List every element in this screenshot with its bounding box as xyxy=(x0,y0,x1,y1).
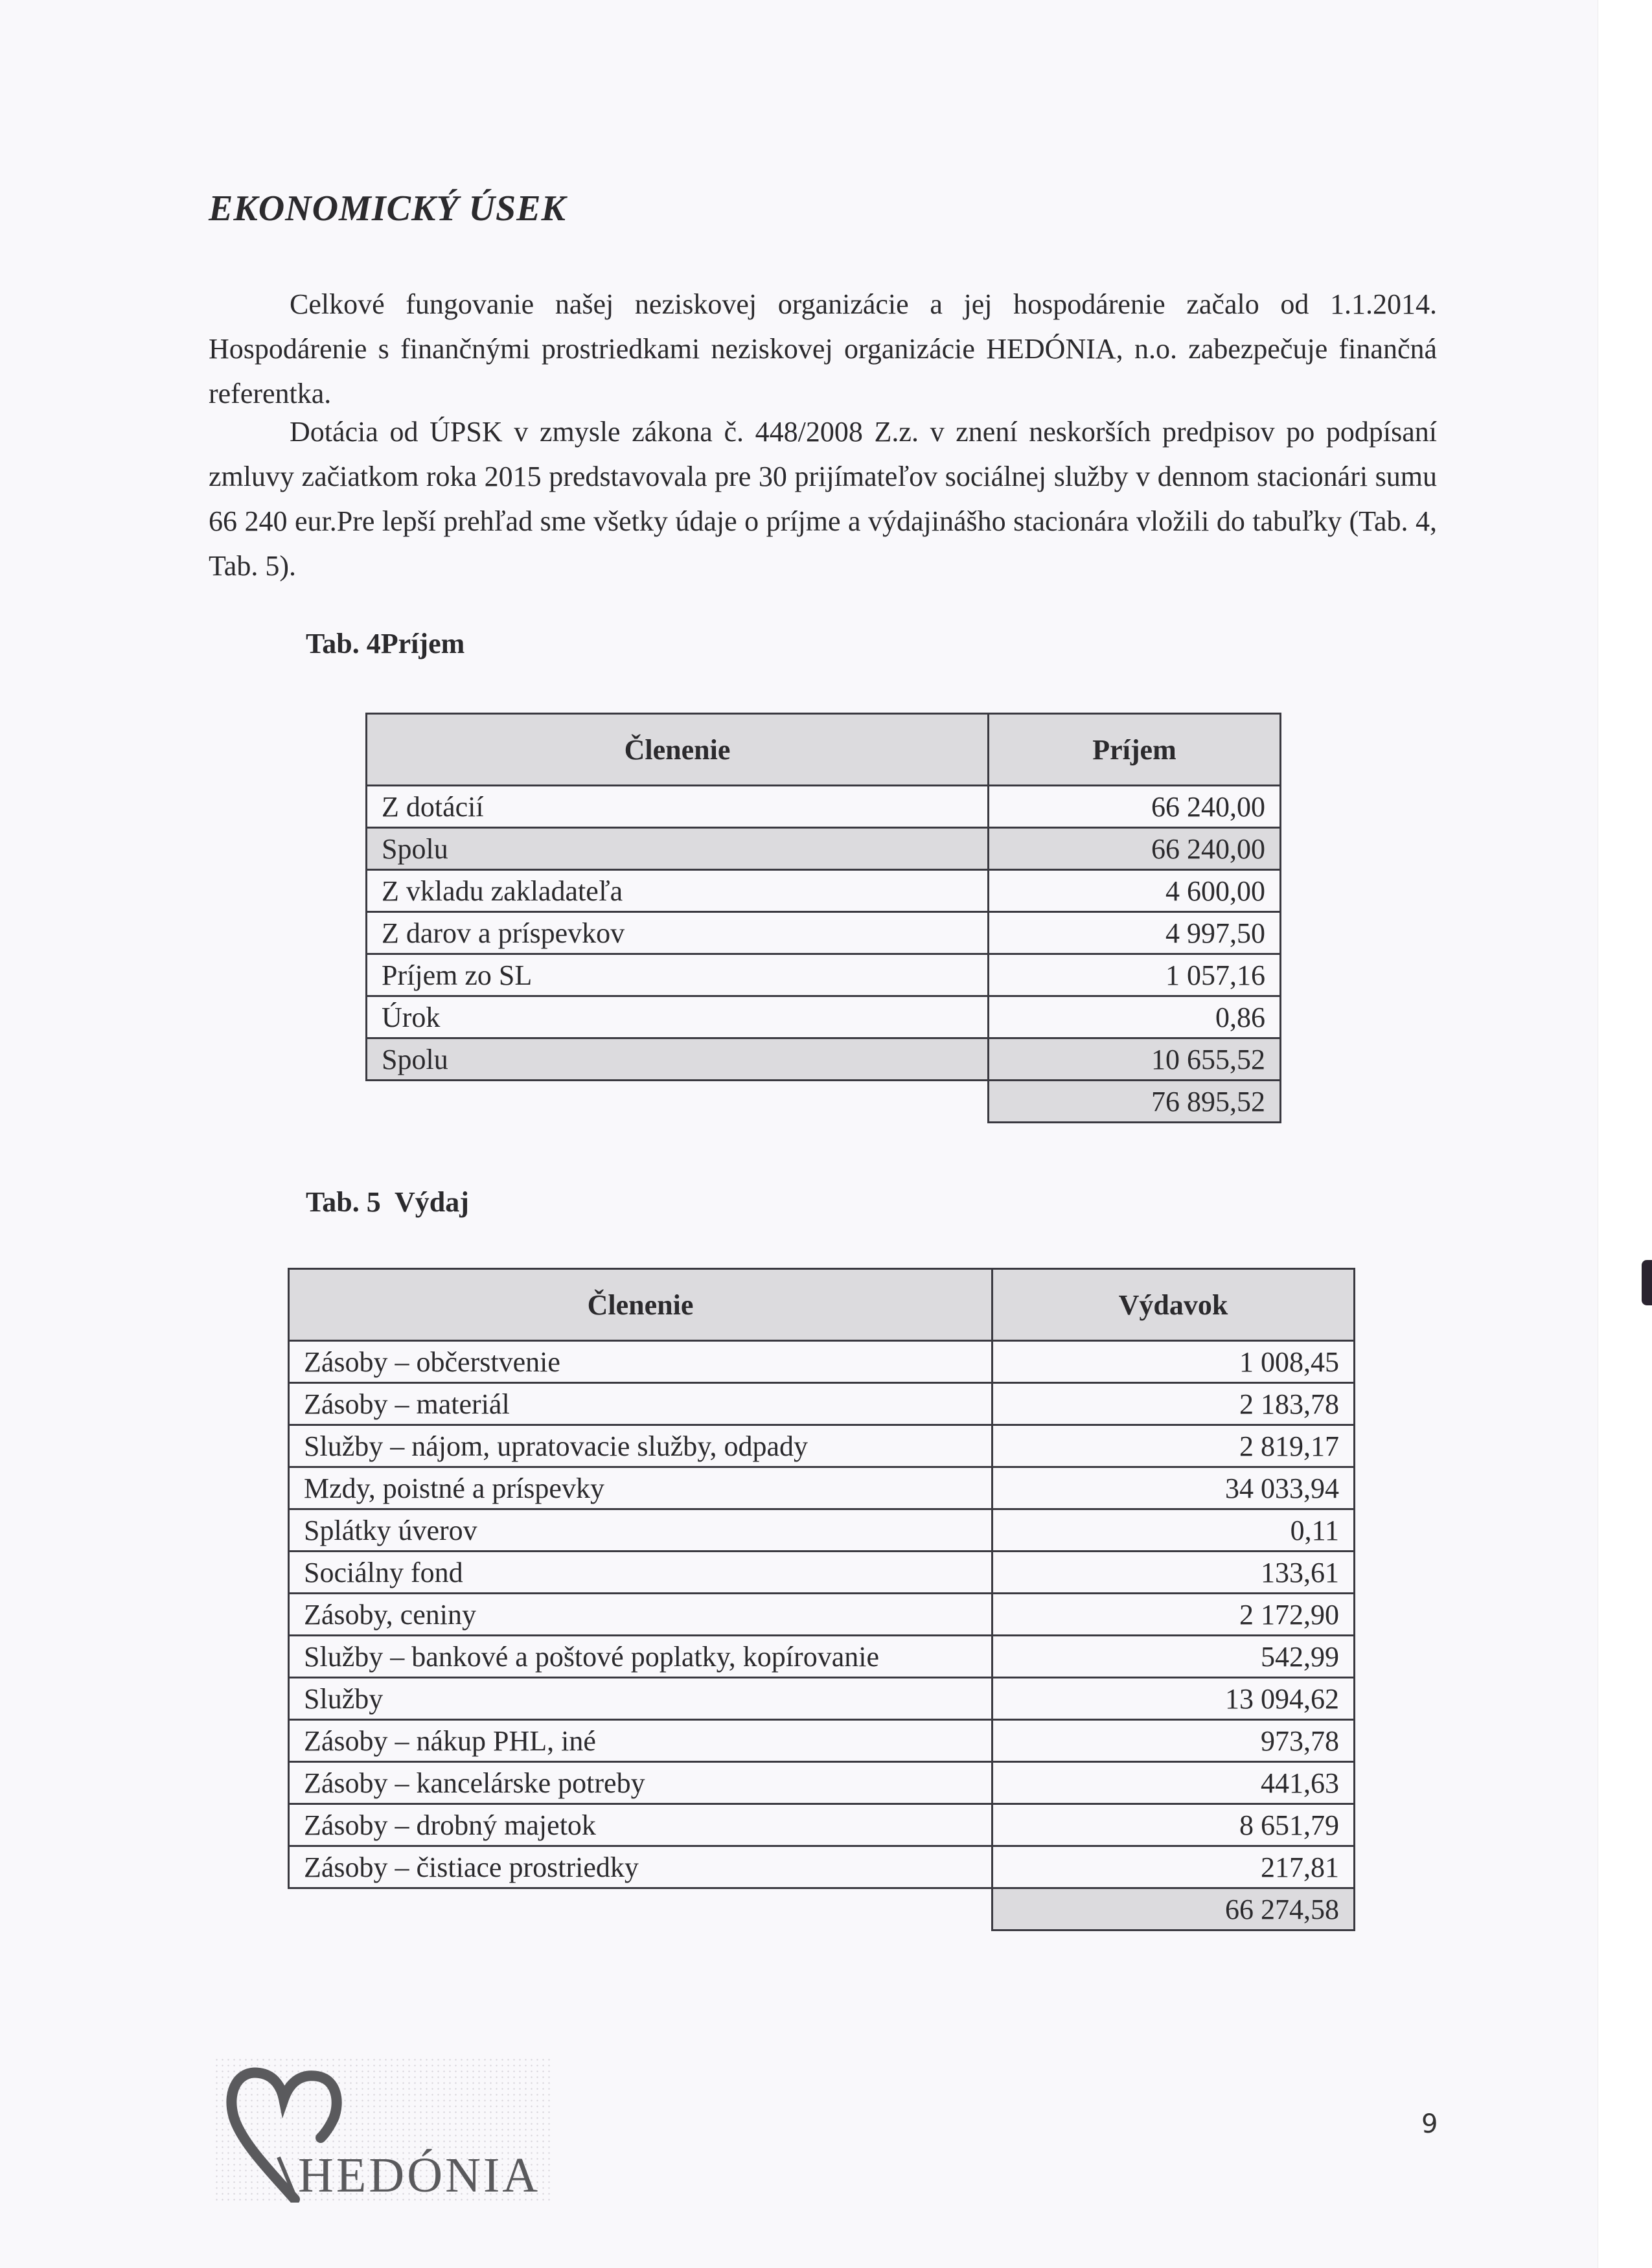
table-row xyxy=(289,1341,1355,1383)
row-value: 542,99 xyxy=(992,1636,1355,1678)
table-row xyxy=(367,954,1281,996)
row-label: Zásoby – materiál xyxy=(289,1383,992,1425)
row-label: Zásoby – drobný majetok xyxy=(289,1804,992,1846)
row-label: Príjem zo SL xyxy=(367,954,989,996)
grand-total: 76 895,52 xyxy=(989,1081,1281,1123)
scan-binding-mark xyxy=(1642,1260,1652,1305)
row-value: 973,78 xyxy=(992,1720,1355,1762)
row-label: Zásoby, ceniny xyxy=(289,1594,992,1636)
section-heading: EKONOMICKÝ ÚSEK xyxy=(209,189,566,229)
row-value: 10 655,52 xyxy=(989,1038,1281,1081)
row-label: Mzdy, poistné a príspevky xyxy=(289,1467,992,1509)
expense-table xyxy=(288,1268,1355,1931)
income-table-caption: Tab. 4Príjem xyxy=(306,628,465,659)
table-row xyxy=(289,1594,1355,1636)
column-header: Členenie xyxy=(367,714,989,786)
row-value: 1 057,16 xyxy=(989,954,1281,996)
table-row xyxy=(289,1720,1355,1762)
row-value: 0,11 xyxy=(992,1509,1355,1552)
row-label: Služby – bankové a poštové poplatky, kopírovanie xyxy=(289,1636,992,1678)
row-label: Spolu xyxy=(367,828,989,870)
row-value: 8 651,79 xyxy=(992,1804,1355,1846)
table-row xyxy=(289,1678,1355,1720)
row-value: 4 997,50 xyxy=(989,912,1281,954)
paragraph-intro xyxy=(209,282,1437,416)
table-row xyxy=(289,1804,1355,1846)
row-label: Z darov a príspevkov xyxy=(367,912,989,954)
row-label: Úrok xyxy=(367,996,989,1038)
table-row xyxy=(367,996,1281,1038)
scan-page-edge xyxy=(1598,0,1652,2268)
table-row xyxy=(367,912,1281,954)
row-value: 441,63 xyxy=(992,1762,1355,1804)
table-row xyxy=(289,1636,1355,1678)
row-label: Služby xyxy=(289,1678,992,1720)
table-row xyxy=(289,1552,1355,1594)
row-label: Sociálny fond xyxy=(289,1552,992,1594)
row-label: Splátky úverov xyxy=(289,1509,992,1552)
row-value: 1 008,45 xyxy=(992,1341,1355,1383)
table-row xyxy=(289,1762,1355,1804)
row-value: 133,61 xyxy=(992,1552,1355,1594)
expense-table-caption: Tab. 5 Výdaj xyxy=(306,1186,469,1218)
table-row xyxy=(367,828,1281,870)
row-value: 217,81 xyxy=(992,1846,1355,1888)
row-label: Spolu xyxy=(367,1038,989,1081)
column-header: Príjem xyxy=(989,714,1281,786)
row-label: Služby – nájom, upratovacie služby, odpady xyxy=(289,1425,992,1467)
column-header: Členenie xyxy=(289,1269,992,1341)
paragraph-subsidy xyxy=(209,409,1437,588)
table-row xyxy=(289,1383,1355,1425)
row-value: 2 183,78 xyxy=(992,1383,1355,1425)
table-row xyxy=(289,1509,1355,1552)
grand-total: 66 274,58 xyxy=(992,1888,1355,1930)
total-row xyxy=(367,1081,1281,1123)
income-table xyxy=(365,713,1281,1123)
logo-text: HEDÓNIA xyxy=(298,2148,541,2203)
row-value: 2 172,90 xyxy=(992,1594,1355,1636)
row-label: Zásoby – občerstvenie xyxy=(289,1341,992,1383)
row-value: 34 033,94 xyxy=(992,1467,1355,1509)
row-value: 66 240,00 xyxy=(989,786,1281,828)
row-label: Zásoby – kancelárske potreby xyxy=(289,1762,992,1804)
page-number: 9 xyxy=(1421,2109,1438,2139)
table-row xyxy=(289,1846,1355,1888)
row-label: Z vkladu zakladateľa xyxy=(367,870,989,912)
table-row xyxy=(367,1038,1281,1081)
row-value: 4 600,00 xyxy=(989,870,1281,912)
total-row-spacer xyxy=(289,1888,992,1930)
row-value: 2 819,17 xyxy=(992,1425,1355,1467)
column-header: Výdavok xyxy=(992,1269,1355,1341)
paragraph-intro-text: Celkové fungovanie našej neziskovej organizácie a jej hospodárenie začalo od 1.1.2014. Hospodárenie s finančnými prostriedkami neziskovej organizácie HEDÓNIA, n.o. zabezpečuje finančná referentka. xyxy=(209,288,1437,409)
income-table-header xyxy=(367,714,1281,786)
row-label: Zásoby – nákup PHL, iné xyxy=(289,1720,992,1762)
table-row xyxy=(289,1425,1355,1467)
table-row xyxy=(367,870,1281,912)
table-row xyxy=(367,786,1281,828)
row-value: 66 240,00 xyxy=(989,828,1281,870)
row-value: 13 094,62 xyxy=(992,1678,1355,1720)
row-value: 0,86 xyxy=(989,996,1281,1038)
row-label: Zásoby – čistiace prostriedky xyxy=(289,1846,992,1888)
table-row xyxy=(289,1467,1355,1509)
total-row xyxy=(289,1888,1355,1930)
total-row-spacer xyxy=(367,1081,989,1123)
paragraph-subsidy-text: Dotácia od ÚPSK v zmysle zákona č. 448/2008 Z.z. v znení neskorších predpisov po podpísaní zmluvy začiatkom roka 2015 predstavovala pre 30 prijímateľov sociálnej služby v dennom stacionári sumu 66 240 eur.Pre lepší prehľad sme všetky údaje o príjme a výdajinášho stacionára vložili do tabuľky (Tab. 4, Tab. 5). xyxy=(209,416,1437,582)
expense-table-header xyxy=(289,1269,1355,1341)
row-label: Z dotácií xyxy=(367,786,989,828)
hedonia-logo xyxy=(214,2057,551,2203)
